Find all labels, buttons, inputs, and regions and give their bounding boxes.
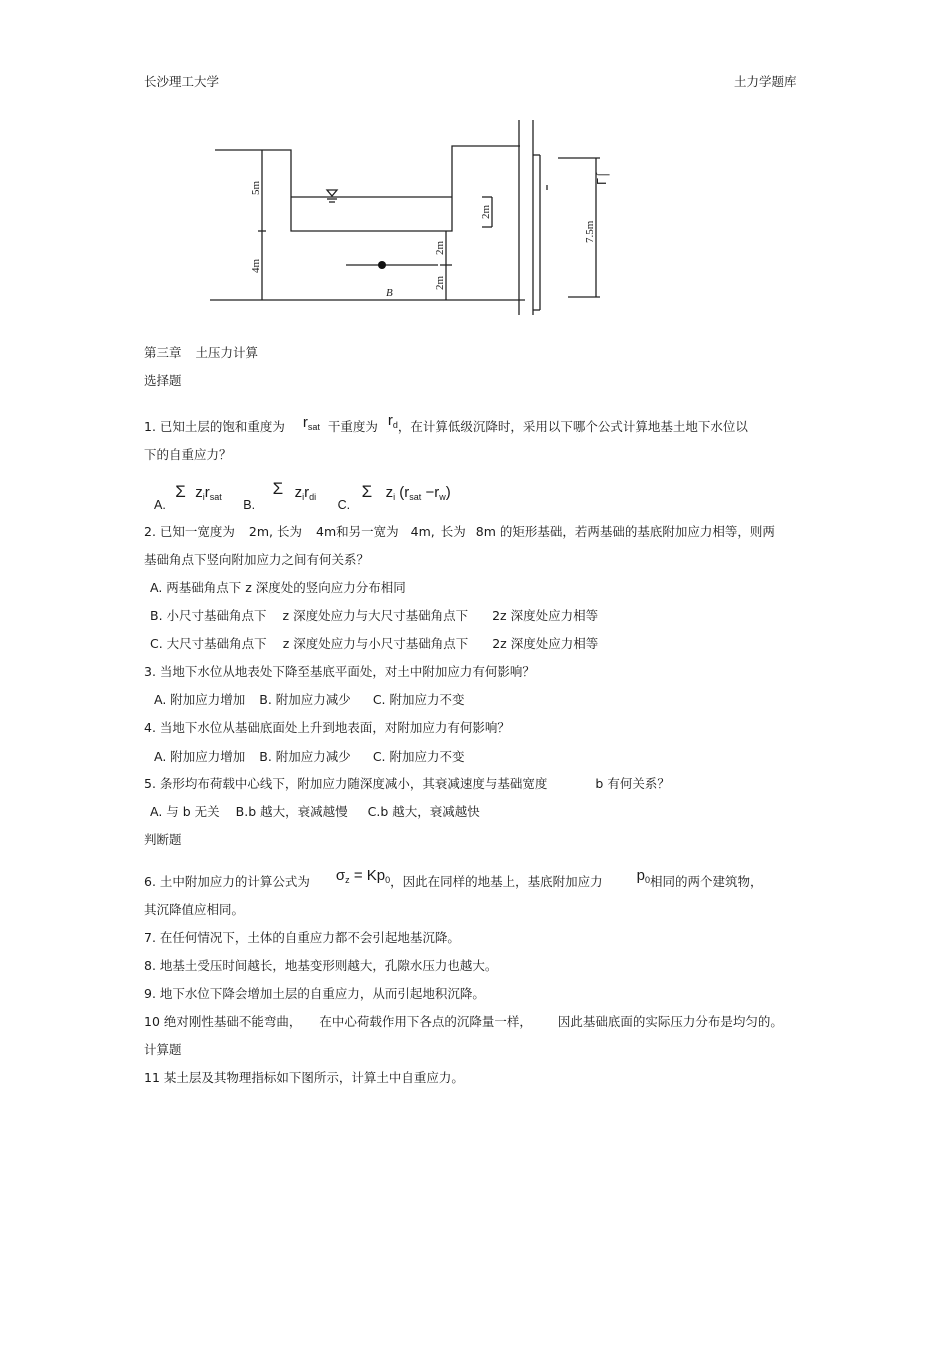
question-4: 4. 当地下水位从基础底面处上升到地表面，对附加应力有何影响？ [144, 720, 510, 735]
label-b: B [386, 287, 393, 299]
section-calc: 计算题 [144, 1042, 182, 1057]
question-3-options: A. 附加应力增加 B. 附加应力减少 C. 附加应力不变 [154, 692, 465, 707]
question-2-option-b: B. 小尺寸基础角点下 z 深度处应力与大尺寸基础角点下 2z 深度处应力相等 [150, 608, 599, 623]
question-4-options: A. 附加应力增加 B. 附加应力减少 C. 附加应力不变 [154, 749, 465, 764]
foundation-figure [140, 115, 640, 320]
chapter-title: 第三章 土压力计算 [144, 345, 259, 360]
label-7-5m: 7.5m [584, 220, 596, 243]
question-6-line-2: 其沉降值应相同。 [144, 902, 245, 917]
load-point [378, 261, 386, 269]
question-2-line-1: 2. 已知一宽度为 2m, 长为 4m和另一宽为 4m, 长为 8m 的矩形基础，若两基础的基底附加应力相等，则两 [144, 524, 775, 539]
question-1-line-2: 下的自重应力？ [144, 447, 232, 462]
label-2m-right: 2m [480, 204, 492, 219]
question-10: 10 绝对刚性基础不能弯曲， 在中心荷载作用下各点的沉降量一样， 因此基础底面的实际压力分布是均匀的。 [144, 1014, 783, 1029]
label-4m: 4m [250, 258, 262, 273]
question-7: 7. 在任何情况下，土体的自重应力都不会引起地基沉降。 [144, 930, 460, 945]
section-judge: 判断题 [144, 832, 182, 847]
question-5-options: A. 与 b 无关 B.b 越大，衰减越慢 C.b 越大，衰减越快 [150, 804, 480, 819]
question-11: 11 某土层及其物理指标如下图所示，计算土中自重应力。 [144, 1070, 464, 1085]
question-2-option-c: C. 大尺寸基础角点下 z 深度处应力与小尺寸基础角点下 2z 深度处应力相等 [150, 636, 599, 651]
label-5m: 5m [250, 180, 262, 195]
question-2-option-a: A. 两基础角点下 z 深度处的竖向应力分布相同 [150, 580, 406, 595]
section-choice: 选择题 [144, 373, 182, 388]
label-2m-upper: 2m [434, 240, 446, 255]
question-5: 5. 条形均布荷载中心线下，附加应力随深度减小，其衰减速度与基础宽度 b 有何关系？ [144, 776, 670, 791]
water-table-icon [327, 190, 337, 196]
question-1-options: A. Σ $z_ir_{sat}$ B. Σ $z_ir_{di}$ C. Σ $z_i$ $(r_{sat} -r_w)$ [154, 479, 451, 512]
question-8: 8. 地基土受压时间越长，地基变形则越大，孔隙水压力也越大。 [144, 958, 498, 973]
wall-mark: ᒥ⌠ [595, 171, 609, 185]
header-right: 土力学题库 [734, 74, 797, 89]
question-9: 9. 地下水位下降会增加土层的自重应力，从而引起地积沉降。 [144, 986, 485, 1001]
label-2m-lower: 2m [434, 275, 446, 290]
question-2-line-2: 基础角点下竖向附加应力之间有何关系？ [144, 552, 370, 567]
header-left: 长沙理工大学 [144, 74, 220, 89]
question-6-line-1: 6. 土中附加应力的计算公式为 $\sigma_z = Kp_0$，因此在同样的地基上，基底附加应力 $p_0$相同的两个建筑物， [144, 867, 763, 889]
question-3: 3. 当地下水位从地表处下降至基底平面处，对土中附加应力有何影响？ [144, 664, 535, 679]
question-1-line-1: 1. 已知土层的饱和重度为 $r_{sat}$ 干重度为 $r_d$，在计算低级沉降时，采用以下哪个公式计算地基土地下水位以 [144, 412, 748, 434]
